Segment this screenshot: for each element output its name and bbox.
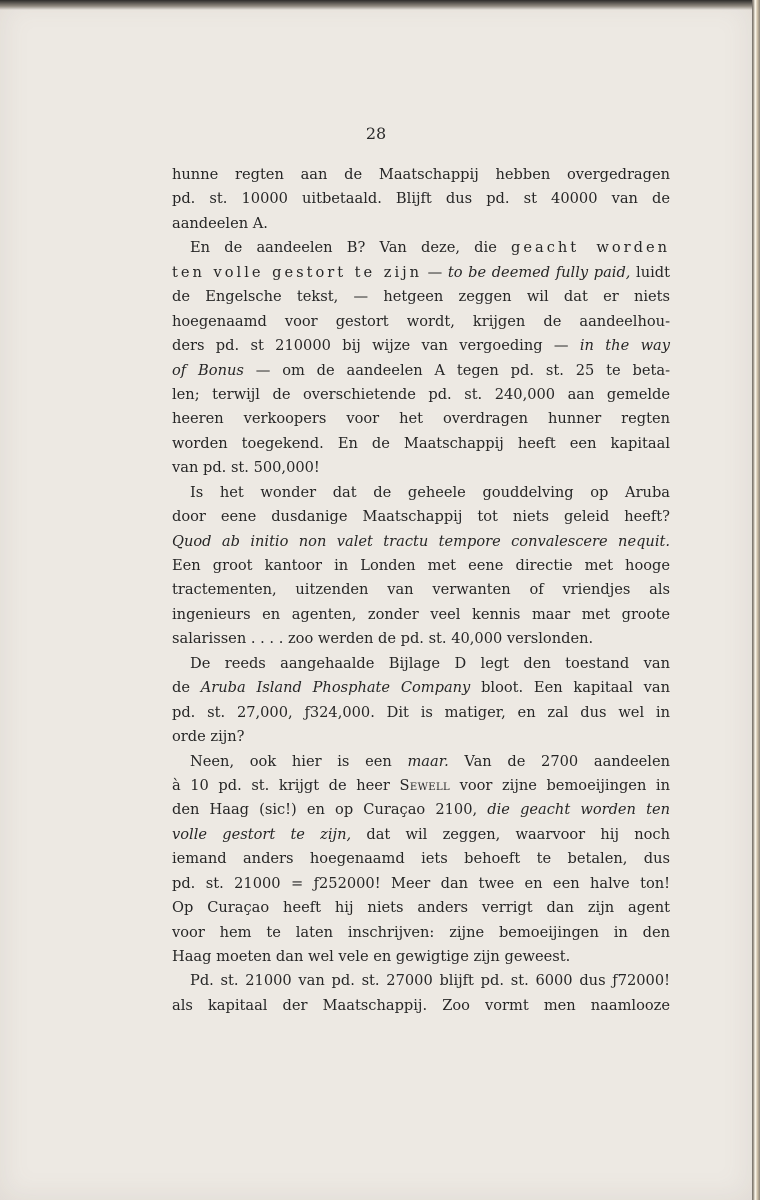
text-run: iemand anders hoegenaamd iets behoeft te betalen, dus xyxy=(172,850,670,868)
text-line xyxy=(172,432,670,456)
text-line xyxy=(172,603,670,627)
text-run: Haag moeten dan wel vele en gewigtige zijn geweest. xyxy=(172,948,571,965)
text-line xyxy=(172,945,670,969)
text-run: salarissen . . . . zoo werden de pd. st. 40,000 verslonden. xyxy=(172,630,594,648)
text-run: door eene dusdanige Maatschappij tot niets geleid heeft? xyxy=(172,508,670,526)
text-run: de xyxy=(172,679,201,697)
text-run: of Bonus xyxy=(172,361,244,379)
text-run: volle gestort te zijn, xyxy=(172,825,352,843)
text-line xyxy=(172,383,670,407)
text-line xyxy=(172,896,670,920)
text-run: hunne regten aan de Maatschappij hebben overgedragen xyxy=(172,166,670,183)
text-run: Pd. st. 21000 van pd. st. 27000 blijft pd. st. 6000 dus ƒ72000! xyxy=(190,972,670,990)
text-run: die geacht worden ten xyxy=(487,801,671,819)
text-line xyxy=(172,872,670,896)
text-run: ten volle gestort te zijn xyxy=(172,263,423,281)
text-run: to be deemed fully paid, xyxy=(447,263,631,281)
text-line xyxy=(172,798,670,822)
text-run: Quod ab initio non valet tractu tempore convalescere nequit. xyxy=(172,532,670,550)
text-run: voor hem te laten inschrijven: zijne bemoeijingen in den xyxy=(172,923,670,941)
page-number: 28 xyxy=(365,124,387,143)
text-line xyxy=(172,359,670,383)
text-line xyxy=(172,236,670,260)
text-line xyxy=(172,774,670,798)
text-run: pd. st. 21000 = ƒ252000! Meer dan twee en een halve ton! xyxy=(172,874,670,892)
text-run: worden toegekend. En de Maatschappij heeft een kapitaal xyxy=(172,434,670,452)
text-run: Is het wonder dat de geheele gouddelving op Aruba xyxy=(190,483,670,501)
text-line xyxy=(172,505,670,529)
text-line xyxy=(172,481,670,505)
text-line xyxy=(172,676,670,700)
text-run: pd. st. 27,000, ƒ324,000. Dit is matiger, en zal dus wel in xyxy=(172,703,670,721)
text-run: — om de aandeelen A tegen pd. st. 25 te beta- xyxy=(243,361,671,379)
text-run: hoegenaamd voor gestort wordt, krijgen de aandeelhou- xyxy=(172,312,670,330)
text-run: Van de 2700 aandeelen xyxy=(448,752,671,770)
text-line xyxy=(172,554,670,578)
book-spine-edge xyxy=(752,0,760,1200)
text-line xyxy=(172,187,670,211)
text-run: Sewell xyxy=(399,776,451,794)
text-line xyxy=(172,407,670,431)
text-run: den Haag (sic!) en op Curaçao 2100, xyxy=(172,801,488,819)
text-line xyxy=(172,969,670,993)
text-run: luidt xyxy=(630,263,670,281)
text-line xyxy=(172,750,670,774)
text-line xyxy=(172,725,670,749)
text-run: tractementen, uitzenden van verwanten of vriendjes als xyxy=(172,581,670,599)
text-line xyxy=(172,212,670,236)
text-line xyxy=(172,310,670,334)
text-run: En de aandeelen B? Van deze, die xyxy=(190,239,512,257)
text-run: in the way xyxy=(579,337,671,355)
body-text xyxy=(172,163,670,1018)
text-run: à 10 pd. st. krijgt de heer xyxy=(172,776,400,794)
text-line xyxy=(172,921,670,945)
text-run: maar. xyxy=(407,752,449,770)
text-line xyxy=(172,530,670,554)
page-top-edge xyxy=(0,0,752,10)
text-run: Neen, ook hier is een xyxy=(190,752,408,770)
text-run: aandeelen A. xyxy=(172,214,268,232)
text-line xyxy=(172,701,670,725)
text-line xyxy=(172,578,670,602)
text-line xyxy=(172,285,670,309)
text-line xyxy=(172,627,670,651)
text-run: len; terwijl de overschietende pd. st. 240,000 aan gemelde xyxy=(172,385,670,403)
text-run: Op Curaçao heeft hij niets anders verrigt dan zijn agent xyxy=(172,899,670,917)
text-run: als kapitaal der Maatschappij. Zoo vormt men naamlooze xyxy=(172,996,670,1014)
text-line xyxy=(172,456,670,480)
text-run: bloot. Een kapitaal van xyxy=(470,679,670,697)
text-run: van pd. st. 500,000! xyxy=(172,459,320,477)
text-run: Aruba Island Phosphate Company xyxy=(200,679,471,697)
text-run: De reeds aangehaalde Bijlage D legt den toestand van xyxy=(190,654,670,672)
text-line xyxy=(172,163,670,187)
text-line xyxy=(172,823,670,847)
text-run: dat wil zeggen, waarvoor hij noch xyxy=(351,825,670,843)
text-line xyxy=(172,994,670,1018)
text-run: heeren verkoopers voor het overdragen hunner regten xyxy=(172,410,670,428)
text-line xyxy=(172,334,670,358)
text-line xyxy=(172,847,670,871)
text-run: de Engelsche tekst, — hetgeen zeggen wil dat er niets xyxy=(172,288,670,306)
text-line xyxy=(172,261,670,285)
text-run: geacht worden xyxy=(511,239,671,257)
text-run: Een groot kantoor in Londen met eene directie met hooge xyxy=(172,557,670,574)
text-run: voor zijne bemoeijingen in xyxy=(450,776,670,794)
text-run: orde zijn? xyxy=(172,728,245,746)
text-run: pd. st. 10000 uitbetaald. Blijft dus pd. st 40000 van de xyxy=(172,190,670,208)
text-run: — xyxy=(422,263,448,281)
text-line xyxy=(172,652,670,676)
text-run: ingenieurs en agenten, zonder veel kennis maar met groote xyxy=(172,605,670,623)
text-run: ders pd. st 210000 bij wijze van vergoeding — xyxy=(172,337,580,355)
